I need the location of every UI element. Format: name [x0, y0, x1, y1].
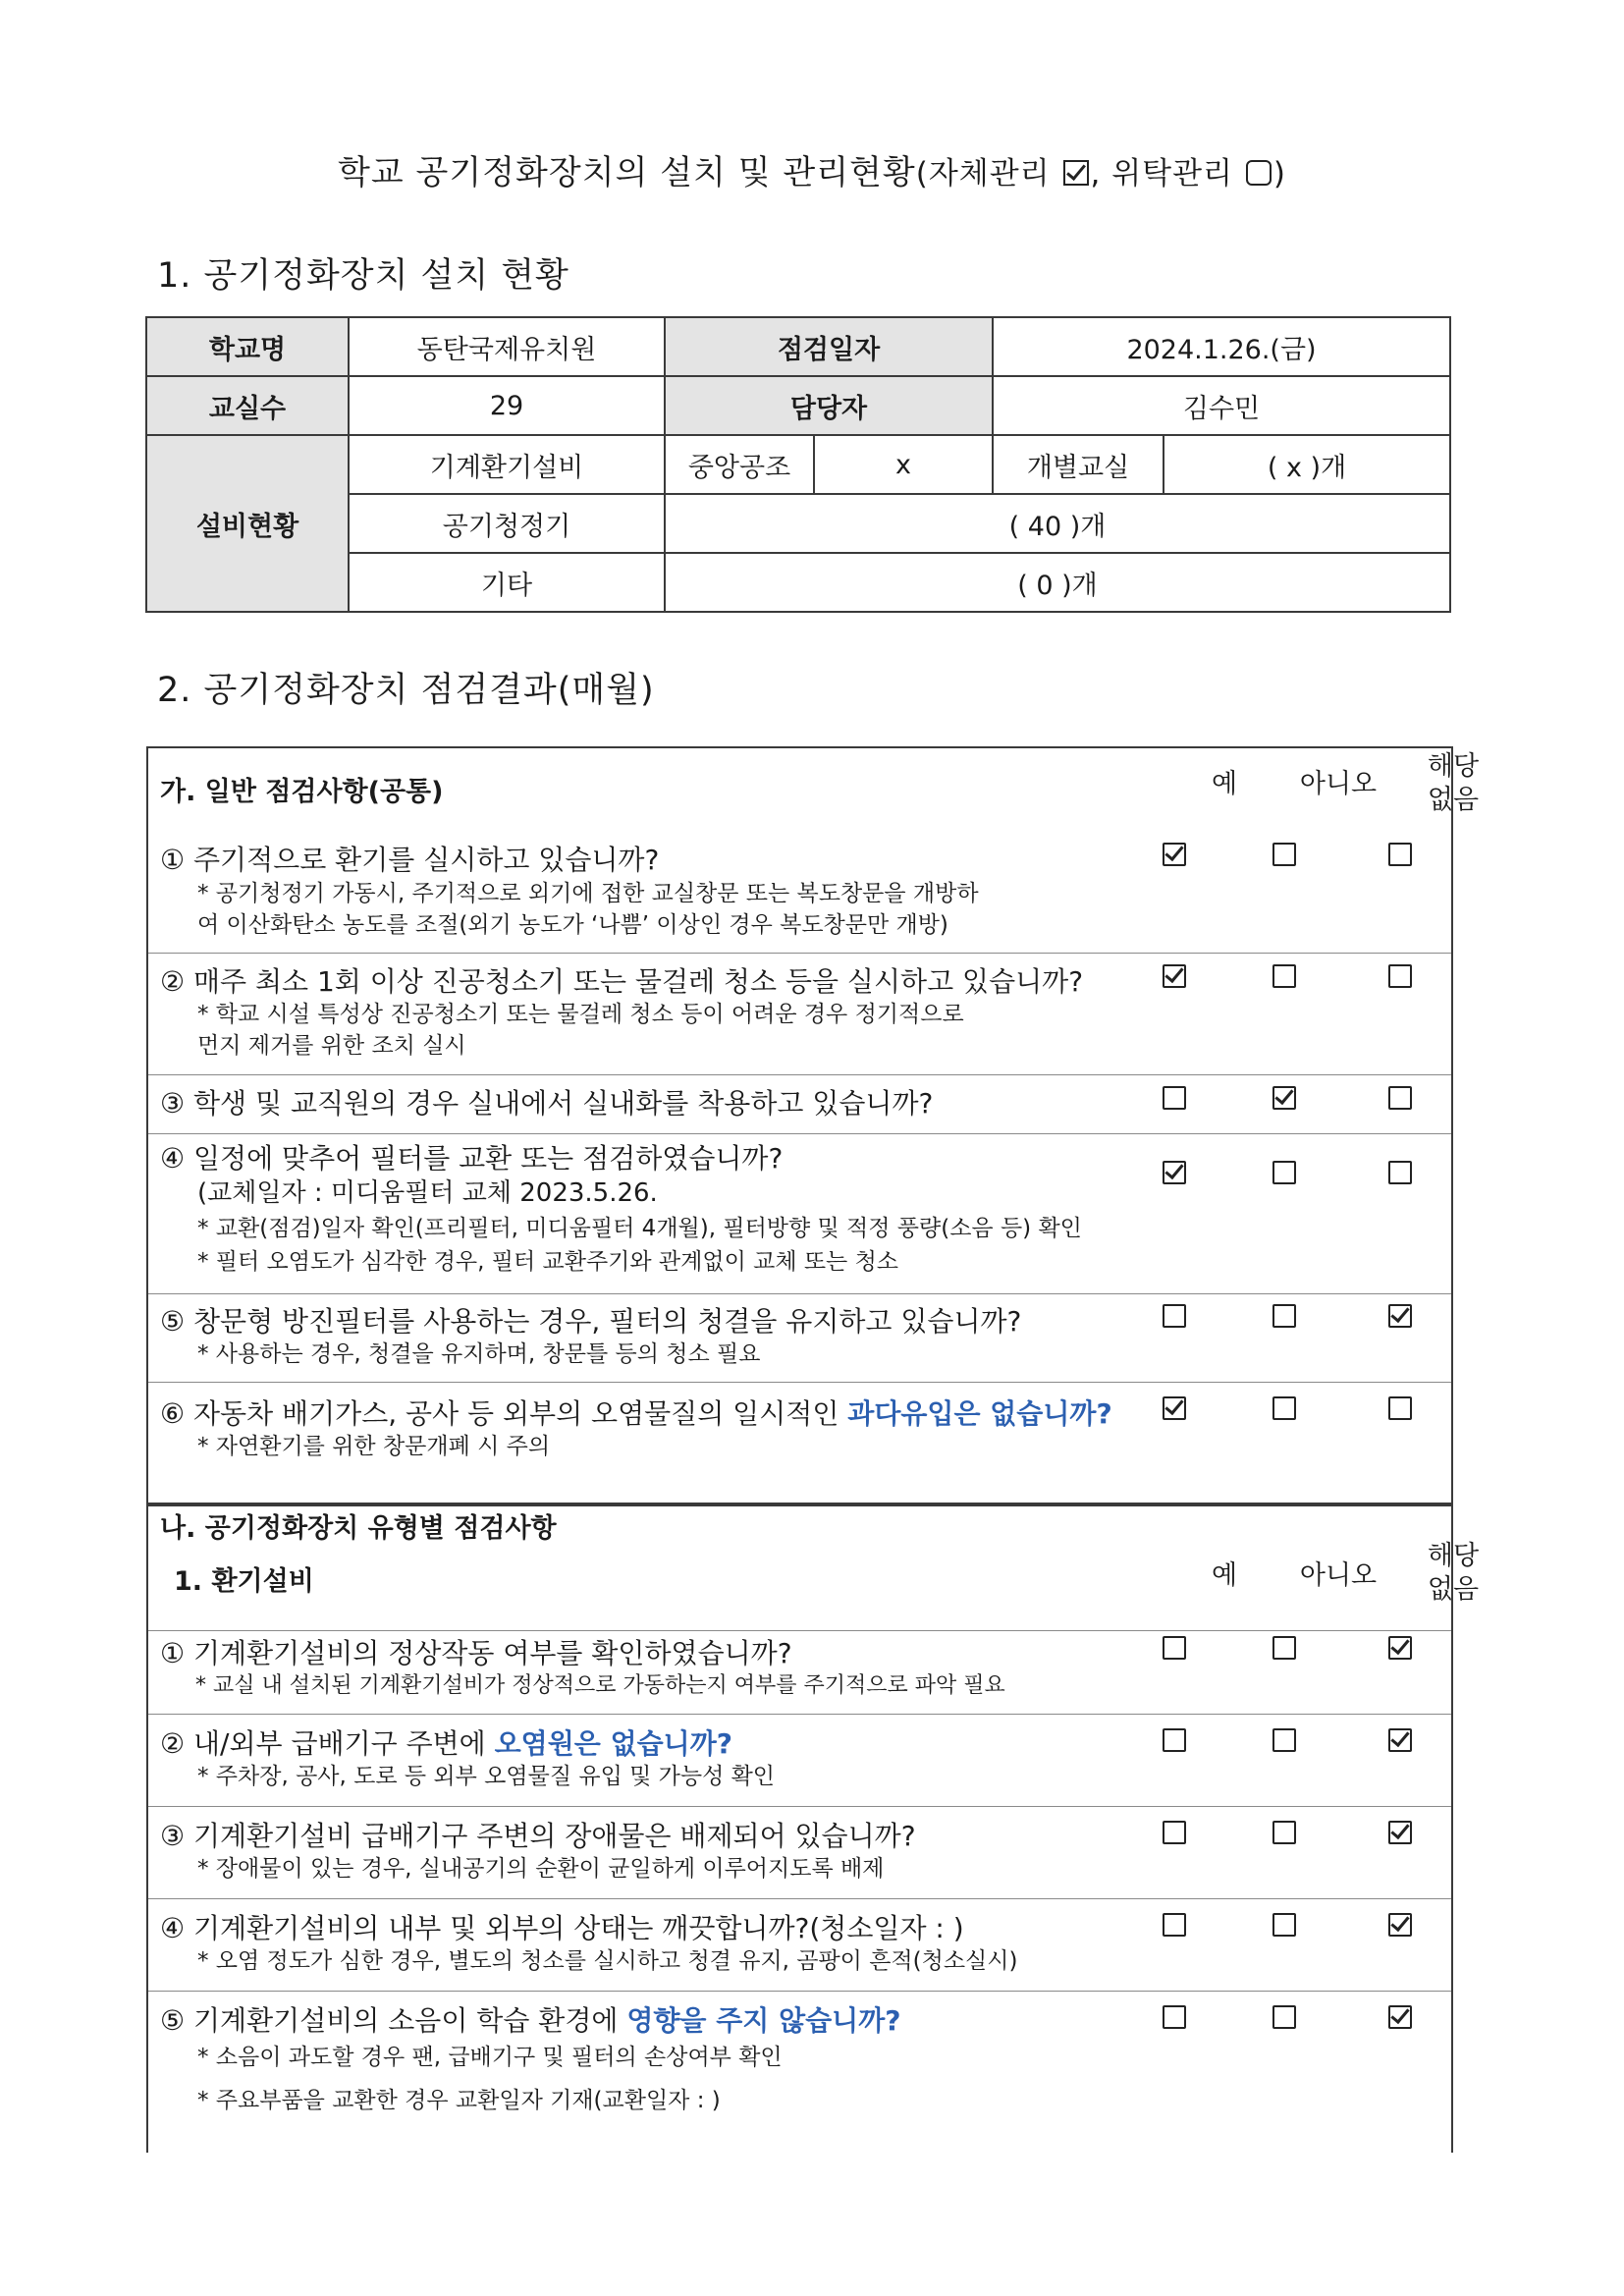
general-q4-no-checkbox[interactable] — [1272, 1161, 1296, 1184]
inspect-date-label: 점검일자 — [665, 317, 993, 376]
row-divider — [148, 1074, 1451, 1075]
general-checklist — [146, 746, 1480, 1506]
school-name-value: 동탄국제유치원 — [349, 317, 665, 376]
col-na-header-line2: 없음 — [1427, 785, 1480, 815]
general-q3-na-checkbox[interactable] — [1388, 1086, 1412, 1110]
general-q2-no-checkbox[interactable] — [1272, 964, 1296, 988]
row-divider — [148, 1991, 1451, 1992]
general-title: 가. 일반 점검사항(공통) — [160, 777, 444, 807]
general-q5-note1: * 사용하는 경우, 청결을 유지하며, 창문틀 등의 청소 필요 — [197, 1341, 761, 1367]
general-q1-no-checkbox[interactable] — [1272, 843, 1296, 866]
col-na-header-line1: 해당 — [1427, 1541, 1480, 1571]
vent-q3: ③ 기계환기설비 급배기구 주변의 장애물은 배제되어 있습니까? — [160, 1820, 916, 1852]
self-managed-label: 자체관리 — [928, 156, 1051, 191]
section1-heading: 1. 공기정화장치 설치 현황 — [157, 256, 569, 296]
type-checklist — [146, 1503, 1480, 2153]
school-name-label: 학교명 — [146, 317, 349, 376]
vent-q2-yes-checkbox[interactable] — [1163, 1728, 1186, 1752]
general-q2: ② 매주 최소 1회 이상 진공청소기 또는 물걸레 청소 등을 실시하고 있습니까? — [160, 965, 1084, 998]
vent-q4-yes-checkbox[interactable] — [1163, 1913, 1186, 1937]
general-q1: ① 주기적으로 환기를 실시하고 있습니까? — [160, 844, 660, 876]
individual-label: 개별교실 — [993, 435, 1164, 494]
title-main: 학교 공기정화장치의 설치 및 관리현황 — [338, 153, 916, 192]
vent-q2-na-checkbox[interactable] — [1388, 1728, 1412, 1752]
row-divider — [148, 1630, 1451, 1631]
general-q6-text: ⑥ 자동차 배기가스, 공사 등 외부의 오염물질의 일시적인 — [160, 1397, 848, 1430]
row-divider — [148, 1382, 1451, 1383]
vent-q4-no-checkbox[interactable] — [1272, 1913, 1296, 1937]
col-yes-header: 예 — [1211, 1560, 1238, 1591]
col-yes-header: 예 — [1211, 769, 1238, 799]
equipment-label: 설비현황 — [146, 435, 349, 612]
general-q5-yes-checkbox[interactable] — [1163, 1304, 1186, 1328]
vent-q5 — [160, 1999, 901, 2039]
general-q2-yes-checkbox[interactable] — [1163, 964, 1186, 988]
document-title — [0, 145, 1624, 193]
general-q4-na-checkbox[interactable] — [1388, 1161, 1412, 1184]
other-value: ( 0 )개 — [665, 553, 1450, 612]
vent-q3-no-checkbox[interactable] — [1272, 1821, 1296, 1844]
col-na-header — [1399, 750, 1507, 817]
vent-q4-note1: * 오염 정도가 심한 경우, 별도의 청소를 실시하고 청결 유지, 곰팡이 흔적(청소실시) — [197, 1948, 1018, 1974]
general-q6-yes-checkbox[interactable] — [1163, 1396, 1186, 1420]
central-label: 중앙공조 — [665, 435, 814, 494]
outsourced-checkbox[interactable] — [1246, 160, 1272, 186]
classroom-count-label: 교실수 — [146, 376, 349, 435]
vent-q2-note1: * 주차장, 공사, 도로 등 외부 오염물질 유입 및 가능성 확인 — [197, 1764, 776, 1789]
general-q6-no-checkbox[interactable] — [1272, 1396, 1296, 1420]
general-q4-yes-checkbox[interactable] — [1163, 1161, 1186, 1184]
purifier-value: ( 40 )개 — [665, 494, 1450, 553]
row-divider — [148, 953, 1451, 954]
col-no-header: 아니오 — [1299, 1560, 1378, 1591]
vent-q1-no-checkbox[interactable] — [1272, 1636, 1296, 1660]
general-q4-note2: * 필터 오염도가 심각한 경우, 필터 교환주기와 관계없이 교체 또는 청소 — [197, 1249, 899, 1275]
general-q3: ③ 학생 및 교직원의 경우 실내에서 실내화를 착용하고 있습니까? — [160, 1087, 934, 1120]
general-q3-yes-checkbox[interactable] — [1163, 1086, 1186, 1110]
col-na-header — [1399, 1540, 1507, 1607]
manager-label: 담당자 — [665, 376, 993, 435]
manager-value: 김수민 — [993, 376, 1450, 435]
title-separator: , — [1090, 156, 1112, 191]
general-q6-na-checkbox[interactable] — [1388, 1396, 1412, 1420]
other-label: 기타 — [349, 553, 665, 612]
vent-q2-no-checkbox[interactable] — [1272, 1728, 1296, 1752]
general-q4: ④ 일정에 맞추어 필터를 교환 또는 점검하였습니까? — [160, 1142, 784, 1175]
purifier-label: 공기청정기 — [349, 494, 665, 553]
col-no-header: 아니오 — [1299, 769, 1378, 799]
vent-q5-no-checkbox[interactable] — [1272, 2005, 1296, 2029]
row-divider — [148, 1898, 1451, 1899]
col-na-header-line1: 해당 — [1427, 751, 1480, 782]
vent-q5-text: ⑤ 기계환기설비의 소음이 학습 환경에 — [160, 2004, 627, 2037]
row-divider — [148, 1293, 1451, 1294]
vent-q5-note2: * 주요부품을 교환한 경우 교환일자 기재(교환일자 : ) — [197, 2088, 721, 2113]
individual-value: ( x )개 — [1164, 435, 1450, 494]
section2-heading: 2. 공기정화장치 점검결과(매월) — [157, 671, 655, 710]
central-value: x — [814, 435, 993, 494]
inspect-date-value: 2024.1.26.(금) — [993, 317, 1450, 376]
row-divider — [148, 1714, 1451, 1715]
general-q4-note1: * 교환(점검)일자 확인(프리필터, 미디움필터 4개월), 필터방향 및 적정 풍량(소음 등) 확인 — [197, 1216, 1082, 1241]
vent-q5-note1: * 소음이 과도할 경우 팬, 급배기구 및 필터의 손상여부 확인 — [197, 2045, 783, 2070]
general-q5-na-checkbox[interactable] — [1388, 1304, 1412, 1328]
vent-q2-emphasis: 오염원은 없습니까? — [494, 1727, 733, 1760]
installation-status-table — [145, 316, 1451, 613]
classroom-count-value: 29 — [349, 376, 665, 435]
vent-q1-yes-checkbox[interactable] — [1163, 1636, 1186, 1660]
col-na-header-line2: 없음 — [1427, 1574, 1480, 1605]
vent-q5-emphasis: 영향을 주지 않습니까? — [626, 2004, 901, 2037]
vent-q1-note1: * 교실 내 설치된 기계환기설비가 정상적으로 가동하는지 여부를 주기적으로 파악 필요 — [195, 1673, 1005, 1698]
general-q6-note1: * 자연환기를 위한 창문개폐 시 주의 — [197, 1434, 551, 1459]
vent-q2-text: ② 내/외부 급배기구 주변에 — [160, 1727, 495, 1760]
vent-q2 — [160, 1722, 732, 1762]
general-q6-emphasis: 과다유입은 없습니까? — [847, 1397, 1112, 1430]
general-q2-na-checkbox[interactable] — [1388, 964, 1412, 988]
general-q1-na-checkbox[interactable] — [1388, 843, 1412, 866]
general-q5-no-checkbox[interactable] — [1272, 1304, 1296, 1328]
outsourced-label: 위탁관리 — [1111, 156, 1234, 191]
general-q2-note1: * 학교 시설 특성상 진공청소기 또는 물걸레 청소 등이 어려운 경우 정기적으로 — [197, 1002, 964, 1027]
general-q6 — [160, 1393, 1112, 1432]
vent-subtitle: 1. 환기설비 — [174, 1566, 314, 1597]
general-q1-yes-checkbox[interactable] — [1163, 843, 1186, 866]
vent-q3-yes-checkbox[interactable] — [1163, 1821, 1186, 1844]
vent-q1-na-checkbox[interactable] — [1388, 1636, 1412, 1660]
row-divider — [148, 1133, 1451, 1134]
vent-q1: ① 기계환기설비의 정상작동 여부를 확인하였습니까? — [160, 1637, 792, 1669]
vent-q5-yes-checkbox[interactable] — [1163, 2005, 1186, 2029]
vent-q3-note1: * 장애물이 있는 경우, 실내공기의 순환이 균일하게 이루어지도록 배제 — [197, 1856, 885, 1882]
vent-q3-na-checkbox[interactable] — [1388, 1821, 1412, 1844]
row-divider — [148, 1806, 1451, 1807]
general-q2-note2: 먼지 제거를 위한 조치 실시 — [197, 1033, 466, 1059]
general-q4-replace-date: (교체일자 : 미디움필터 교체 2023.5.26. — [197, 1178, 658, 1208]
general-q1-note2: 여 이산화탄소 농도를 조절(외기 농도가 ‘나쁨’ 이상인 경우 복도창문만 개방) — [197, 912, 948, 938]
title-paren-open: ( — [915, 156, 929, 191]
general-q1-note1: * 공기청정기 가동시, 주기적으로 외기에 접한 교실창문 또는 복도창문을 개방하 — [197, 881, 979, 906]
type-title: 나. 공기정화장치 유형별 점검사항 — [160, 1513, 557, 1544]
general-q5: ⑤ 창문형 방진필터를 사용하는 경우, 필터의 청결을 유지하고 있습니까? — [160, 1305, 1022, 1338]
mech-vent-label: 기계환기설비 — [349, 435, 665, 494]
general-q3-no-checkbox[interactable] — [1272, 1086, 1296, 1110]
vent-q4-na-checkbox[interactable] — [1388, 1913, 1412, 1937]
title-paren-close: ) — [1272, 156, 1286, 191]
vent-q5-na-checkbox[interactable] — [1388, 2005, 1412, 2029]
self-managed-checkbox[interactable] — [1063, 160, 1089, 186]
vent-q4: ④ 기계환기설비의 내부 및 외부의 상태는 깨끗합니까?(청소일자 : ) — [160, 1912, 964, 1944]
